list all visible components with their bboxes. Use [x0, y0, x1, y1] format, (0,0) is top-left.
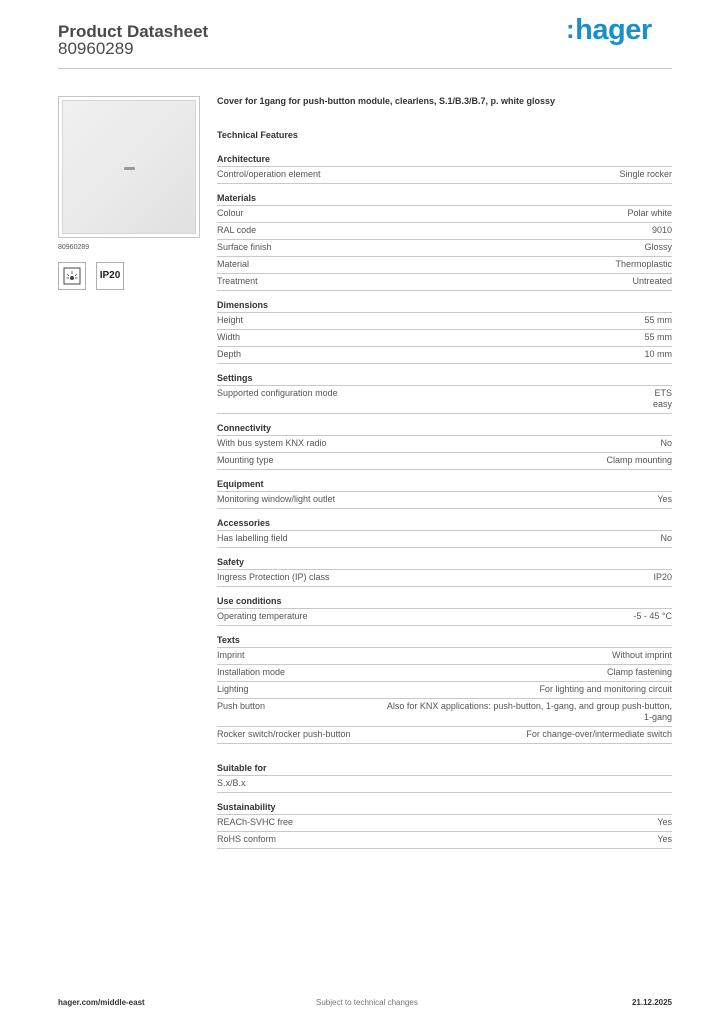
feature-label: Control/operation element — [217, 169, 321, 179]
features-content — [217, 96, 672, 858]
feature-row — [217, 240, 672, 257]
feature-value-continued: 1-gang — [643, 712, 672, 722]
feature-value — [612, 650, 672, 661]
feature-value — [657, 494, 672, 505]
feature-section — [217, 557, 672, 587]
section-title: Equipment — [217, 479, 672, 492]
feature-value-text: ETS — [654, 388, 672, 398]
light-outlet-icon — [58, 262, 86, 290]
feature-value-text: 55 mm — [644, 315, 672, 325]
feature-row — [217, 699, 672, 727]
section-title: Materials — [217, 193, 672, 206]
feature-value — [633, 611, 672, 622]
feature-row — [217, 609, 672, 626]
feature-label: Operating temperature — [217, 611, 308, 621]
feature-value-text: For change-over/intermediate switch — [526, 729, 672, 739]
feature-value — [652, 225, 672, 236]
feature-section — [217, 518, 672, 548]
feature-section — [217, 763, 672, 793]
feature-section — [217, 300, 672, 364]
feature-section — [217, 193, 672, 291]
feature-label: Monitoring window/light outlet — [217, 494, 336, 504]
feature-label: Width — [217, 332, 241, 342]
feature-row — [217, 727, 672, 744]
feature-value — [387, 701, 672, 723]
feature-row — [217, 436, 672, 453]
feature-row — [217, 682, 672, 699]
feature-value-text: Yes — [657, 494, 672, 504]
feature-row — [217, 347, 672, 364]
footer-notice: Subject to technical changes — [316, 998, 418, 1007]
feature-value — [644, 242, 672, 253]
feature-value-text: 10 mm — [644, 349, 672, 359]
feature-section — [217, 423, 672, 470]
feature-value — [619, 169, 672, 180]
ip-rating-badge: IP20 — [96, 262, 124, 290]
feature-label: Height — [217, 315, 244, 325]
feature-value — [539, 684, 672, 695]
feature-value-text: Without imprint — [611, 650, 672, 660]
section-title: Architecture — [217, 154, 672, 167]
feature-label: Depth — [217, 349, 242, 359]
feature-value-text: Untreated — [632, 276, 672, 286]
section-title: Sustainability — [217, 802, 672, 815]
feature-value — [657, 834, 672, 845]
feature-row — [217, 206, 672, 223]
image-caption: 80960289 — [58, 244, 90, 251]
feature-label: REACh-SVHC free — [217, 817, 294, 827]
feature-value — [644, 332, 672, 343]
product-description: Cover for 1gang for push-button module, clearlens, S.1/B.3/B.7, p. white glossy — [217, 96, 556, 106]
feature-value-text: Single rocker — [619, 169, 672, 179]
feature-row — [217, 257, 672, 274]
feature-label: Colour — [217, 208, 244, 218]
feature-label: Rocker switch/rocker push-button — [217, 729, 351, 739]
feature-row — [217, 313, 672, 330]
feature-value — [615, 259, 672, 270]
feature-value-text: Also for KNX applications: push-button, 1-gang, and group push-button, — [386, 701, 672, 711]
feature-row — [217, 223, 672, 240]
header-divider — [58, 68, 672, 69]
feature-row — [217, 330, 672, 347]
feature-sections — [217, 154, 672, 849]
feature-value-text: -5 - 45 °C — [633, 611, 672, 621]
feature-row — [217, 167, 672, 184]
technical-features-heading: Technical Features — [217, 130, 298, 140]
feature-value — [660, 533, 672, 544]
feature-section — [217, 154, 672, 184]
feature-section — [217, 635, 672, 744]
feature-value-text: No — [660, 533, 672, 543]
section-title: Use conditions — [217, 596, 672, 609]
feature-row — [217, 665, 672, 682]
feature-value-text: No — [660, 438, 672, 448]
feature-value-text: For lighting and monitoring circuit — [539, 684, 672, 694]
feature-row — [217, 453, 672, 470]
feature-row — [217, 274, 672, 291]
feature-value — [607, 667, 672, 678]
feature-label: Installation mode — [217, 667, 286, 677]
section-title: Texts — [217, 635, 672, 648]
feature-value-continued: easy — [652, 399, 672, 409]
feature-label: Lighting — [217, 684, 249, 694]
feature-value — [657, 817, 672, 828]
feature-label: Material — [217, 259, 250, 269]
feature-section — [217, 479, 672, 509]
feature-section — [217, 373, 672, 414]
product-number: 80960289 — [58, 39, 134, 58]
feature-value — [653, 572, 672, 583]
feature-value — [660, 438, 672, 449]
hager-logo: :hager — [566, 14, 652, 46]
feature-label: S.x/B.x — [217, 778, 246, 788]
feature-value — [644, 315, 672, 326]
feature-value-text: IP20 — [653, 572, 672, 582]
feature-label: RoHS conform — [217, 834, 277, 844]
feature-value-text: Thermoplastic — [615, 259, 672, 269]
feature-value-text: Yes — [657, 817, 672, 827]
logo-text: hager — [575, 14, 652, 46]
feature-label: Has labelling field — [217, 533, 288, 543]
feature-value — [627, 208, 672, 219]
feature-value — [632, 276, 672, 287]
feature-label: Surface finish — [217, 242, 272, 252]
feature-row — [217, 648, 672, 665]
feature-value-text: Clamp fastening — [606, 667, 672, 677]
clearlens-indicator — [124, 167, 135, 170]
feature-label: Ingress Protection (IP) class — [217, 572, 330, 582]
product-image — [58, 96, 200, 238]
section-title: Accessories — [217, 518, 672, 531]
feature-label: Supported configuration mode — [217, 388, 338, 398]
feature-label: Mounting type — [217, 455, 274, 465]
feature-value-text: Yes — [657, 834, 672, 844]
page-title: Product Datasheet — [58, 22, 209, 41]
feature-value-text: Glossy — [644, 242, 672, 252]
feature-row — [217, 492, 672, 509]
feature-label: With bus system KNX radio — [217, 438, 327, 448]
feature-value-text: 9010 — [651, 225, 672, 235]
section-spacer — [217, 753, 672, 763]
feature-label: Treatment — [217, 276, 258, 286]
feature-value — [606, 455, 672, 466]
section-title: Suitable for — [217, 763, 672, 776]
feature-value — [653, 388, 672, 410]
footer-date: 21.12.2025 — [631, 998, 672, 1007]
feature-value — [644, 349, 672, 360]
section-title: Safety — [217, 557, 672, 570]
feature-value-text: 55 mm — [644, 332, 672, 342]
feature-label: Push button — [217, 701, 266, 711]
feature-row — [217, 570, 672, 587]
feature-row — [217, 776, 672, 793]
feature-label: RAL code — [217, 225, 257, 235]
feature-label: Imprint — [217, 650, 245, 660]
feature-row — [217, 531, 672, 548]
feature-section — [217, 802, 672, 849]
feature-row — [217, 815, 672, 832]
feature-value — [526, 729, 672, 740]
section-title: Settings — [217, 373, 672, 386]
feature-row — [217, 386, 672, 414]
feature-value-text: Clamp mounting — [606, 455, 672, 465]
feature-value-text: Polar white — [627, 208, 672, 218]
feature-row — [217, 832, 672, 849]
section-title: Dimensions — [217, 300, 672, 313]
feature-section — [217, 596, 672, 626]
section-title: Connectivity — [217, 423, 672, 436]
footer-website: hager.com/middle-east — [58, 998, 145, 1007]
